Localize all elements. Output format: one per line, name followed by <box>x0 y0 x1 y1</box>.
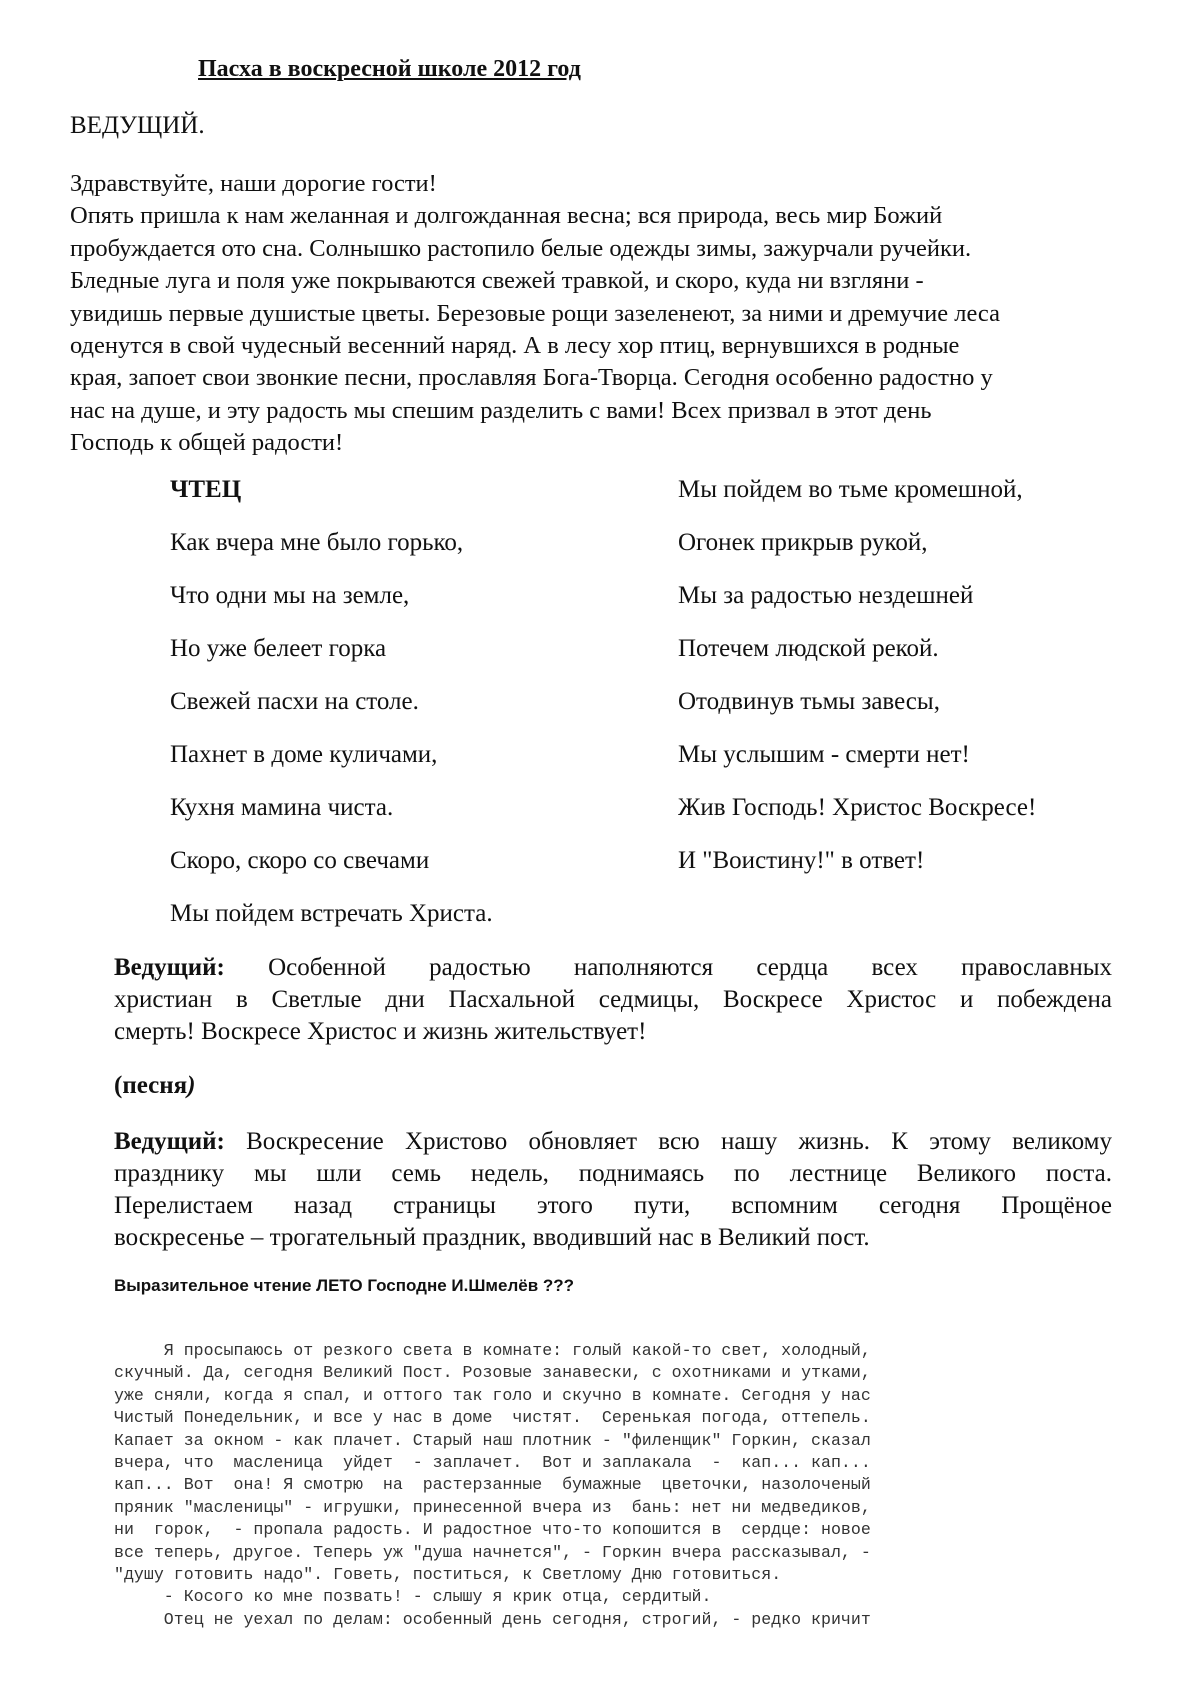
song-marker <box>114 1072 196 1100</box>
poem-line: И "Воистину!" в ответ! <box>678 847 925 874</box>
poem-line: Но уже белеет горка <box>170 635 387 662</box>
poem-line: Отодвинув тьмы завесы, <box>678 688 940 715</box>
reader-label: ЧТЕЦ <box>170 476 242 503</box>
poem-line: Потечем людской рекой. <box>678 635 939 662</box>
paragraph-line: христиан в Светлые дни Пасхальной седмицы, Воскресе Христос и побеждена <box>114 986 1112 1013</box>
excerpt-line: Я просыпаюсь от резкого света в комнате: голый какой-то свет, холодный, <box>114 1341 871 1360</box>
excerpt-line: Отец не уехал по делам: особенный день сегодня, строгий, - редко кричит <box>114 1609 871 1629</box>
poem-line: Свежей пасхи на столе. <box>170 688 419 715</box>
poem-line: Мы услышим - смерти нет! <box>678 741 970 768</box>
poem-line: Мы за радостью нездешней <box>678 582 974 609</box>
song-label: (песня <box>114 1072 188 1099</box>
document-title: Пасха в воскресной школе 2012 год <box>198 56 581 82</box>
intro-line: Здравствуйте, наши дорогие гости! <box>70 170 437 197</box>
poem-line: Мы пойдем во тьме кромешной, <box>678 476 1023 503</box>
excerpt-block <box>114 1340 1114 1631</box>
intro-line: края, запоет свои звонкие песни, прославляя Бога-Творца. Сегодня особенно радостно у <box>70 364 993 392</box>
reading-title: Выразительное чтение ЛЕТО Господне И.Шмелёв ??? <box>114 1276 575 1295</box>
excerpt-line: кап... Вот она! Я смотрю на растерзанные бумажные цветочки, назолоченый <box>114 1475 871 1495</box>
poem-line: Огонек прикрыв рукой, <box>678 529 928 556</box>
intro-line: Бледные луга и поля уже покрываются свежей травкой, и скоро, куда ни взгляни - <box>70 267 924 295</box>
paragraph-line: празднику мы шли семь недель, поднимаясь по лестнице Великого поста. <box>114 1160 1112 1187</box>
paragraph-line: Перелистаем назад страницы этого пути, вспомним сегодня Прощёное <box>114 1192 1112 1219</box>
poem-line: Пахнет в доме куличами, <box>170 741 438 768</box>
excerpt-line: вчера, что масленица уйдет - заплачет. Вот и заплакала - кап... кап... <box>114 1453 871 1473</box>
poem-line: Кухня мамина чиста. <box>170 794 394 821</box>
paragraph-text: Особенной радостью наполняются сердца всех православных <box>224 954 1112 981</box>
poem-line: Жив Господь! Христос Воскресе! <box>678 794 1037 821</box>
paragraph-line: смерть! Воскресе Христос и жизнь жительствует! <box>114 1018 647 1045</box>
intro-line: Опять пришла к нам желанная и долгожданная весна; вся природа, весь мир Божий <box>70 202 943 230</box>
intro-line: оденутся в свой чудесный весенний наряд. А в лесу хор птиц, вернувшихся в родные <box>70 332 960 360</box>
poem-line: Как вчера мне было горько, <box>170 529 464 556</box>
speaker-label: Ведущий: <box>114 1128 225 1155</box>
speaker-label: Ведущий: <box>114 954 225 981</box>
poem-line: Мы пойдем встречать Христа. <box>170 900 493 927</box>
intro-line: нас на душе, и эту радость мы спешим разделить с вами! Всех призвал в этот день <box>70 396 932 424</box>
paragraph-line <box>114 952 1112 984</box>
host-paragraph-2 <box>114 1126 1112 1254</box>
excerpt-line: уже сняли, когда я спал, и оттого так голо и скучно в комнате. Сегодня у нас <box>114 1385 871 1405</box>
intro-paragraph <box>70 168 1150 460</box>
excerpt-line: - Косого ко мне позвать! - слышу я крик отца, сердитый. <box>114 1587 712 1607</box>
excerpt-line: Чистый Понедельник, и все у нас в доме чистят. Серенькая погода, оттепель. <box>114 1408 871 1428</box>
poem-line: Скоро, скоро со свечами <box>170 847 430 874</box>
excerpt-line: "душу готовить надо". Говеть, поститься, к Светлому Дню готовиться. <box>114 1565 782 1585</box>
intro-line: Господь к общей радости! <box>70 429 344 457</box>
intro-line: пробуждается ото сна. Солнышко растопило белые одежды зимы, зажурчали ручейки. <box>70 234 972 262</box>
excerpt-line: все теперь, другое. Теперь уж "душа начнется", - Горкин вчера рассказывал, - <box>114 1542 871 1562</box>
paragraph-text: Воскресение Христово обновляет всю нашу жизнь. К этому великому <box>224 1128 1112 1155</box>
poem-line: Что одни мы на земле, <box>170 582 410 609</box>
intro-line: увидишь первые душистые цветы. Березовые рощи зазеленеют, за ними и дремучие леса <box>70 299 1000 327</box>
excerpt-line: Капает за окном - как плачет. Старый наш плотник - "филенщик" Горкин, сказал <box>114 1430 871 1450</box>
paragraph-line: воскресенье – трогательный праздник, вводивший нас в Великий пост. <box>114 1224 870 1251</box>
excerpt-line: ни горок, - пропала радость. И радостное что-то копошится в сердце: новое <box>114 1520 871 1540</box>
paragraph-line <box>114 1126 1112 1158</box>
excerpt-line: пряник "масленицы" - игрушки, принесенной вчера из бань: нет ни медведиков, <box>114 1497 871 1517</box>
host-paragraph-1 <box>114 952 1112 1048</box>
host-heading: ВЕДУЩИЙ. <box>70 112 205 139</box>
song-paren: ) <box>187 1072 196 1099</box>
excerpt-line: скучный. Да, сегодня Великий Пост. Розовые занавески, с охотниками и утками, <box>114 1363 871 1383</box>
